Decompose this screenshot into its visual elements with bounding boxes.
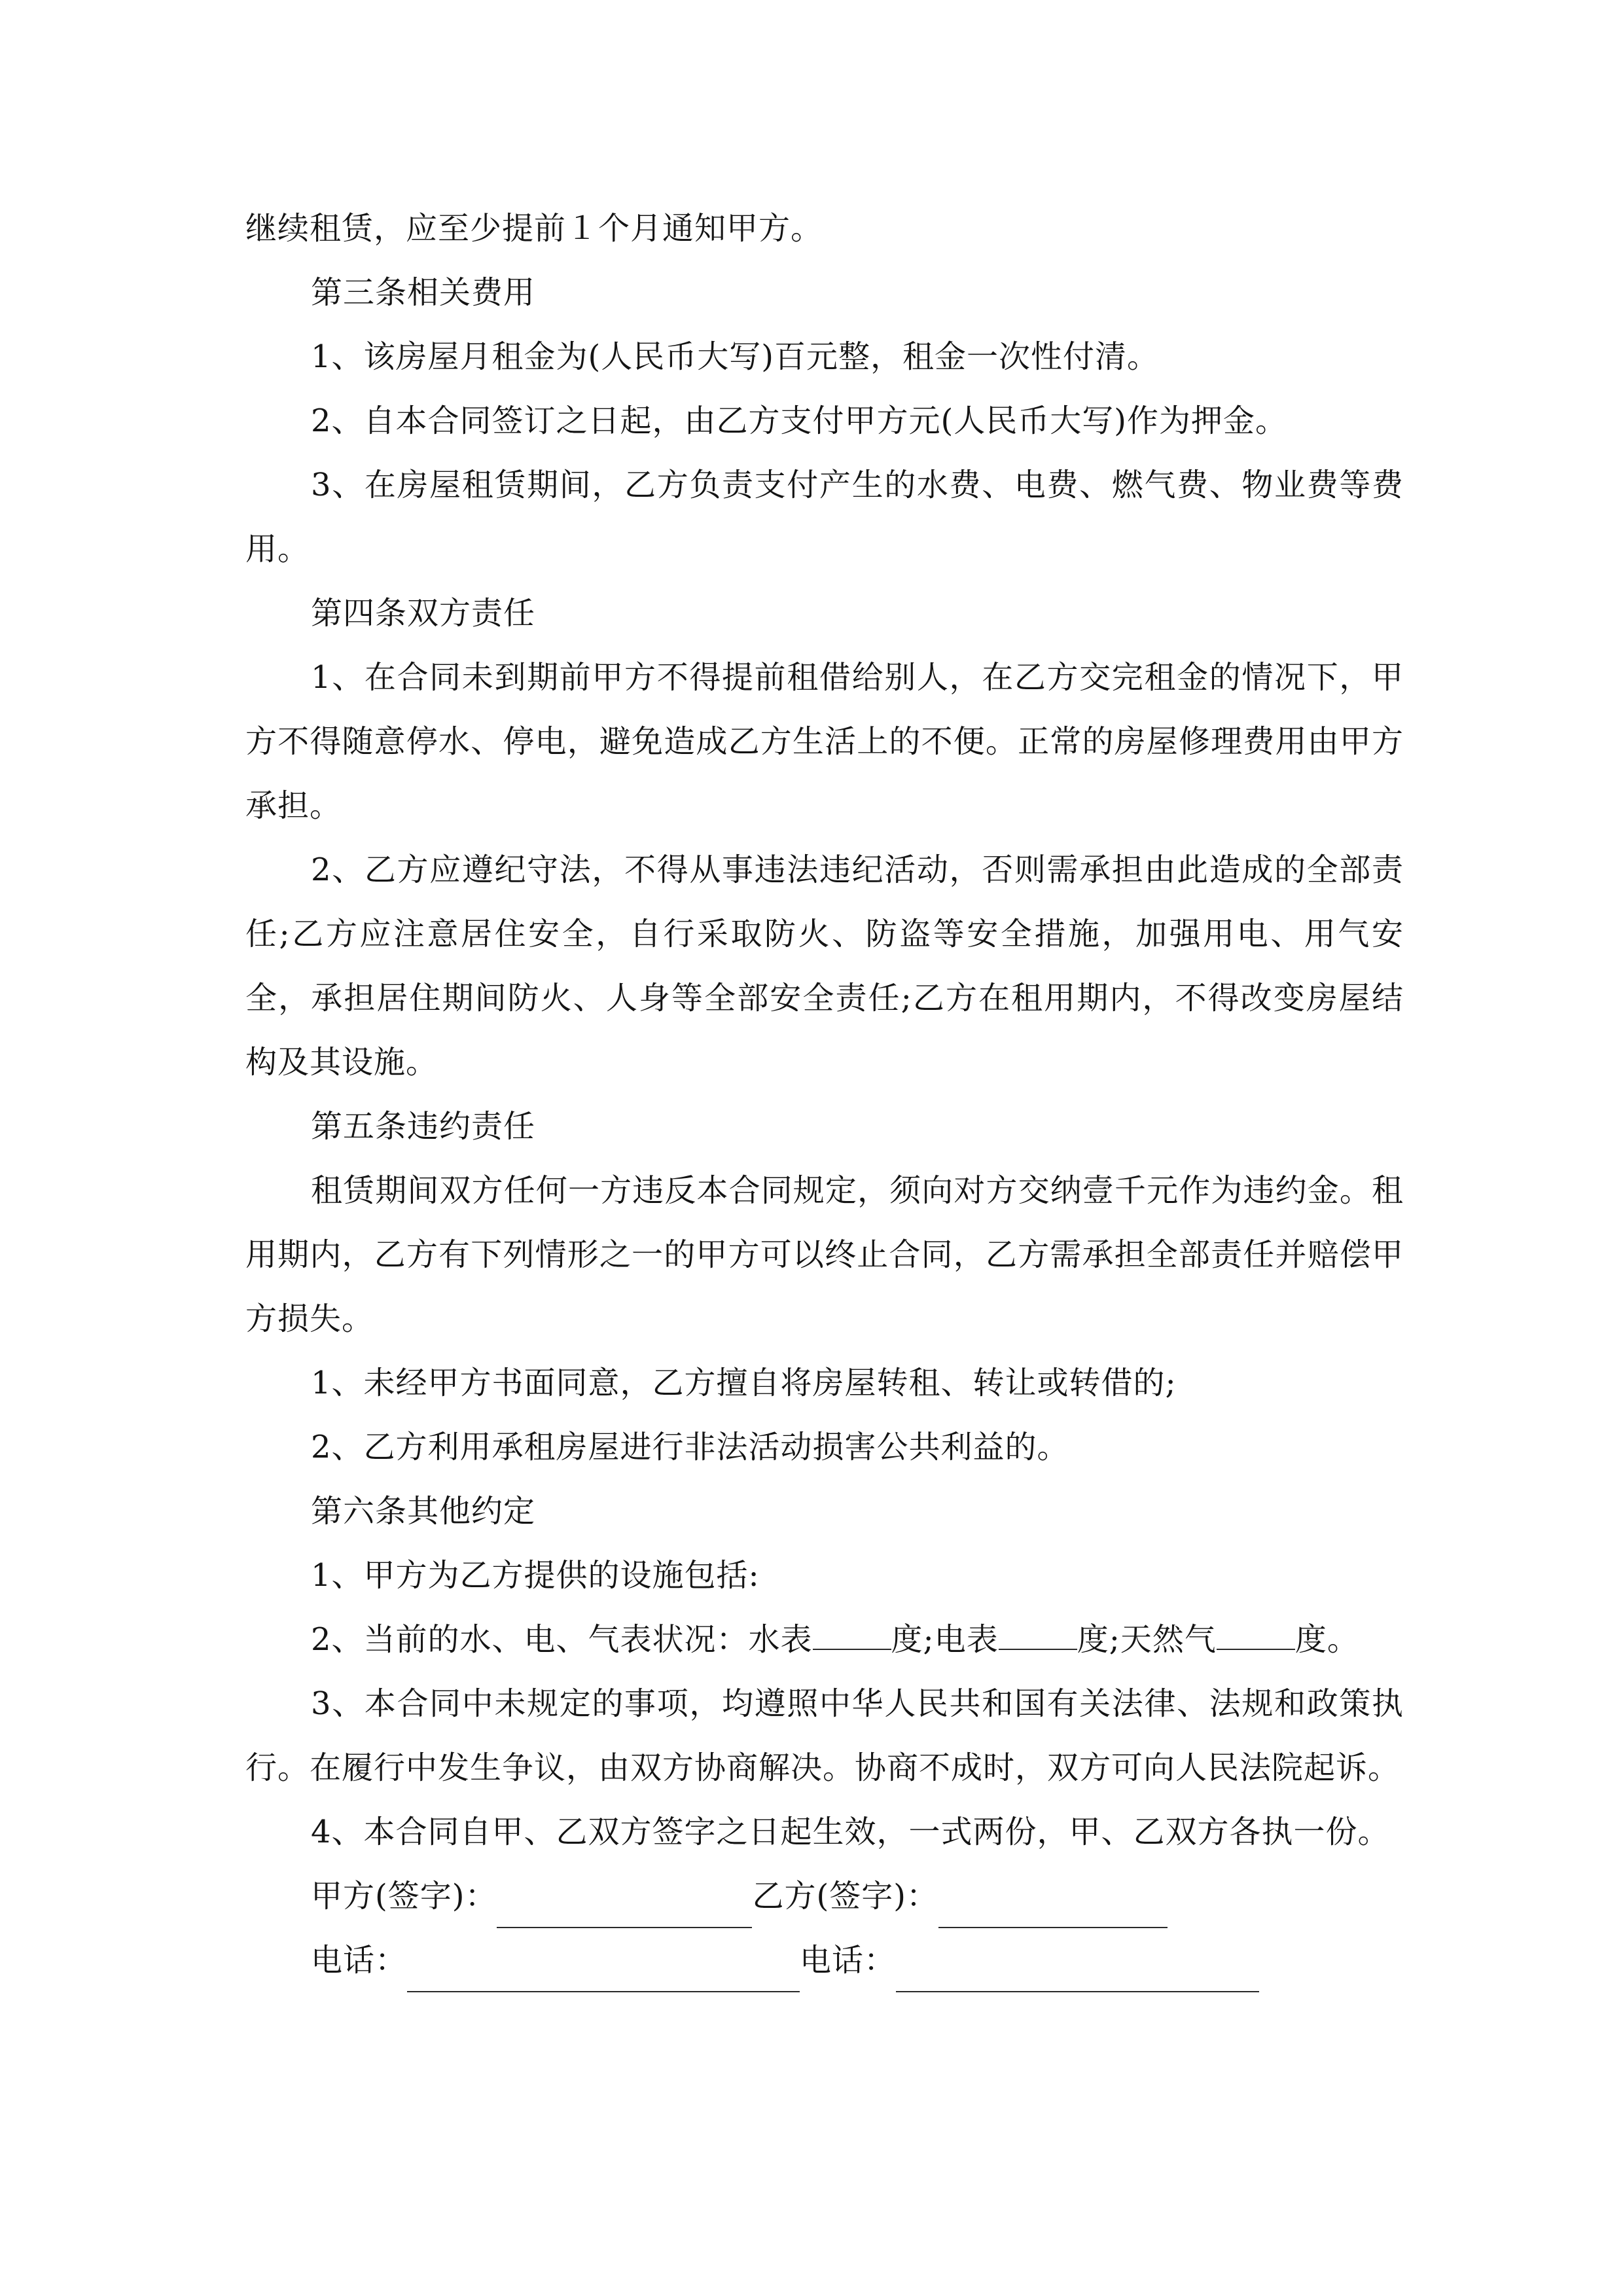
article-4-item-1: 1、在合同未到期前甲方不得提前租借给别人，在乙方交完租金的情况下，甲方不得随意停水、停电，避免造成乙方生活上的不便。正常的房屋修理费用由甲方承担。 [245, 659, 1404, 824]
party-b-phone-label: 电话： [800, 1942, 897, 1979]
article-3-title: 第三条相关费用 [311, 274, 536, 311]
water-unit: 度;电表 [891, 1621, 999, 1658]
article-6-title: 第六条其他约定 [311, 1493, 536, 1530]
article-5-item-1: 1、未经甲方书面同意，乙方擅自将房屋转租、转让或转借的; [311, 1365, 1177, 1401]
article-4-item-2: 2、乙方应遵纪守法，不得从事违法违纪活动，否则需承担由此造成的全部责任;乙方应注意居住安全，自行采取防火、防盗等安全措施，加强用电、用气安全，承担居住期间防火、人身等全部安全责任;乙方在租用期内，不得改变房屋结构及其设施。 [245, 852, 1404, 1081]
water-meter-blank[interactable] [813, 1623, 891, 1650]
party-b-phone-field[interactable] [896, 1952, 1259, 1992]
article-5-intro: 租赁期间双方任何一方违反本合同规定，须向对方交纳壹千元作为违约金。租用期内，乙方有下列情形之一的甲方可以终止合同，乙方需承担全部责任并赔偿甲方损失。 [245, 1172, 1404, 1337]
contract-body [245, 196, 1404, 1992]
electric-meter-blank[interactable] [999, 1623, 1077, 1650]
article-5-title: 第五条违约责任 [311, 1108, 536, 1145]
party-b-sign-label: 乙方(签字)： [752, 1878, 938, 1914]
article-3-item-2: 2、自本合同签订之日起，由乙方支付甲方元(人民币大写)作为押金。 [311, 403, 1287, 439]
article-6-item-1: 1、甲方为乙方提供的设施包括: [311, 1557, 760, 1594]
article-3-item-1: 1、该房屋月租金为(人民币大写)百元整，租金一次性付清。 [311, 338, 1159, 375]
party-a-sign-label: 甲方(签字)： [311, 1878, 497, 1914]
party-b-sign-field[interactable] [938, 1888, 1168, 1928]
signature-row [245, 1864, 1404, 1928]
article-3-item-3: 3、在房屋租赁期间，乙方负责支付产生的水费、电费、燃气费、物业费等费用。 [245, 467, 1404, 567]
gas-unit: 度。 [1294, 1621, 1359, 1658]
phone-row [245, 1928, 1404, 1992]
article-6-item-4: 4、本合同自甲、乙双方签字之日起生效，一式两份，甲、乙双方各执一份。 [311, 1814, 1390, 1850]
article-6-item-2 [245, 1607, 1404, 1672]
article-5-item-2: 2、乙方利用承租房屋进行非法活动损害公共利益的。 [311, 1429, 1069, 1465]
party-a-phone-label: 电话： [311, 1942, 408, 1979]
meter-prefix: 2、当前的水、电、气表状况：水表 [311, 1621, 813, 1658]
article-6-item-3: 3、本合同中未规定的事项，均遵照中华人民共和国有关法律、法规和政策执行。在履行中发生争议，由双方协商解决。协商不成时，双方可向人民法院起诉。 [245, 1685, 1404, 1786]
party-a-sign-field[interactable] [497, 1888, 752, 1928]
party-a-phone-field[interactable] [407, 1952, 800, 1992]
gas-meter-blank[interactable] [1217, 1623, 1295, 1650]
electric-unit: 度;天然气 [1077, 1621, 1217, 1658]
article-4-title: 第四条双方责任 [311, 595, 536, 632]
continuation-text: 继续租赁，应至少提前１个月通知甲方。 [245, 210, 823, 247]
